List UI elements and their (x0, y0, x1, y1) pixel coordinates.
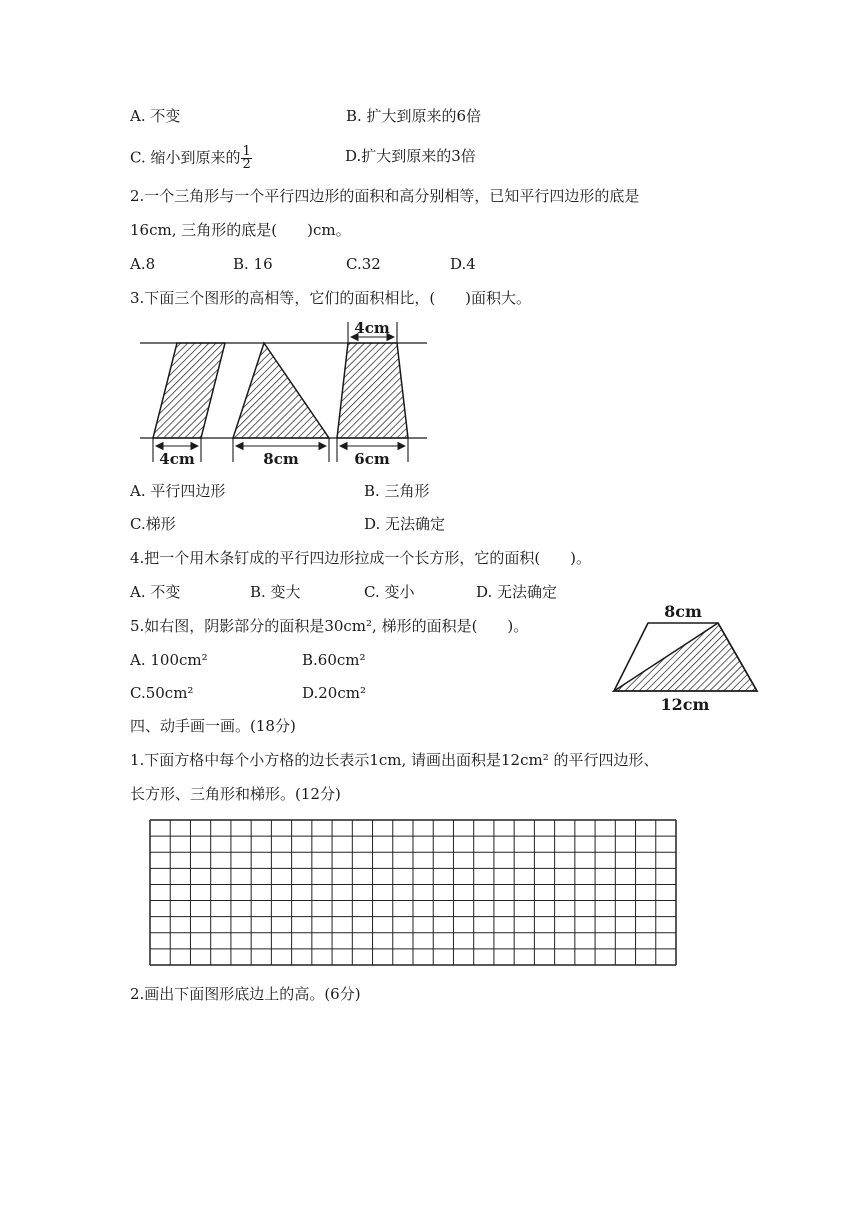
q2-question-line1: 2.一个三角形与一个平行四边形的面积和高分别相等，已知平行四边形的底是 (130, 187, 640, 205)
q3-question: 3.下面三个图形的高相等，它们的面积相比，( )面积大。 (130, 289, 532, 307)
section-four-heading: 四、动手画一画。(18分) (130, 717, 296, 735)
q1-option-d: D.扩大到原来的3倍 (345, 147, 476, 165)
s4-q1-line1: 1.下面方格中每个小方格的边长表示1cm, 请画出面积是12cm² 的平行四边形、 (130, 751, 659, 769)
q4-question: 4.把一个用木条钉成的平行四边形拉成一个长方形，它的面积( )。 (130, 549, 592, 567)
s4-q2: 2.画出下面图形底边上的高。(6分) (130, 985, 361, 1003)
q5-option-d: D.20cm² (302, 684, 366, 702)
q1-option-a: A. 不变 (130, 107, 181, 125)
q2-option-c: C.32 (346, 255, 381, 273)
trapezoid-top-label: 8cm (664, 602, 702, 621)
q4-option-b: B. 变大 (250, 583, 301, 601)
fraction-numerator: 1 (242, 144, 251, 159)
q5-option-c: C.50cm² (130, 684, 194, 702)
q2-option-a: A.8 (130, 255, 156, 273)
q3-option-c: C.梯形 (130, 515, 176, 533)
q5-question: 5.如右图，阴影部分的面积是30cm², 梯形的面积是( )。 (130, 617, 529, 635)
parallelogram-base-label: 4cm (159, 450, 195, 468)
q2-option-d: D.4 (450, 255, 476, 273)
q3-option-b: B. 三角形 (364, 482, 430, 500)
q3-option-a: A. 平行四边形 (130, 482, 226, 500)
q4-option-c: C. 变小 (364, 583, 415, 601)
s4-q1-line2: 长方形、三角形和梯形。(12分) (130, 785, 341, 803)
trapezoid-base-label: 6cm (354, 450, 390, 468)
trapezoid-bottom-label: 12cm (660, 695, 710, 714)
q5-option-b: B.60cm² (302, 651, 366, 669)
fraction-denominator: 2 (242, 157, 251, 172)
q1-option-b: B. 扩大到原来的6倍 (346, 107, 482, 125)
trapezoid-top-label: 4cm (354, 319, 390, 337)
q5-option-a: A. 100cm² (130, 651, 208, 669)
q1-option-c-text: C. 缩小到原来的 (130, 148, 241, 167)
q3-option-d: D. 无法确定 (364, 515, 446, 533)
q4-option-d: D. 无法确定 (476, 583, 558, 601)
q2-option-b: B. 16 (233, 255, 273, 273)
triangle-base-label: 8cm (263, 450, 299, 468)
q4-option-a: A. 不变 (130, 583, 181, 601)
q2-question-line2: 16cm, 三角形的底是( )cm。 (130, 221, 351, 239)
